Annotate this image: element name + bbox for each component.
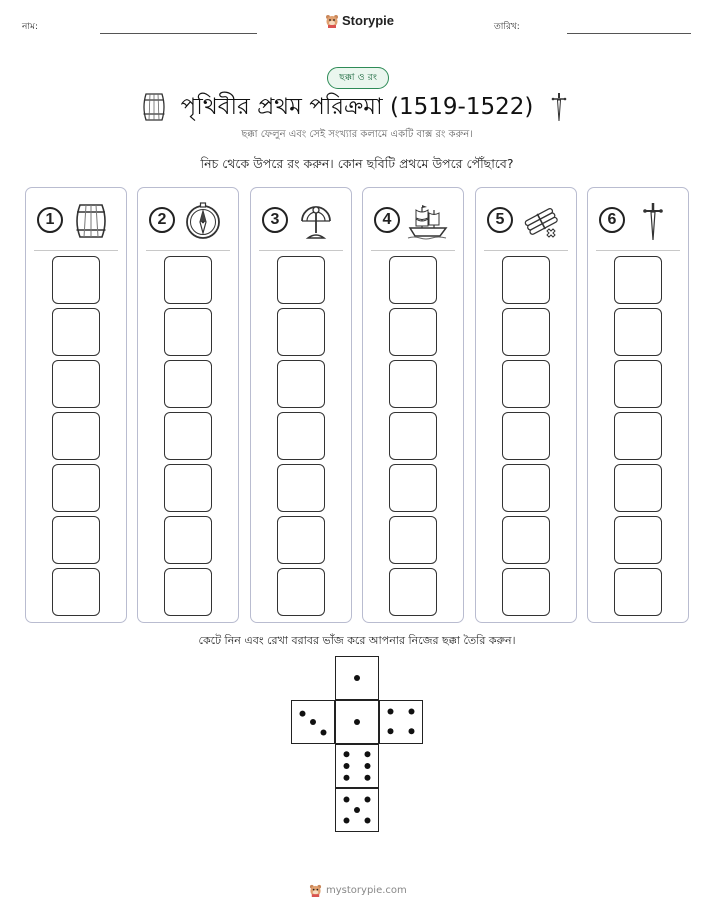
- die-face-bottom: [335, 788, 379, 832]
- color-box[interactable]: [502, 516, 550, 564]
- column-number: 1: [37, 207, 63, 233]
- die-pip: [310, 719, 316, 725]
- die-pip: [344, 751, 350, 757]
- color-box[interactable]: [389, 308, 437, 356]
- column-number: 3: [262, 207, 288, 233]
- color-box[interactable]: [277, 256, 325, 304]
- die-pip: [344, 763, 350, 769]
- color-box[interactable]: [164, 256, 212, 304]
- die-face-top: [335, 656, 379, 700]
- page-title: পৃথিবীর প্রথম পরিক্রমা (1519-1522): [180, 94, 534, 120]
- color-box[interactable]: [52, 516, 100, 564]
- color-boxes: [277, 256, 325, 620]
- color-box[interactable]: [52, 256, 100, 304]
- color-box[interactable]: [164, 360, 212, 408]
- color-box[interactable]: [502, 568, 550, 616]
- compass-icon: [183, 201, 223, 241]
- column-number: 5: [487, 207, 513, 233]
- die-pips: [380, 701, 422, 743]
- barrel-icon: [71, 201, 111, 241]
- die-pips: [292, 701, 334, 743]
- color-box[interactable]: [502, 256, 550, 304]
- color-box[interactable]: [52, 412, 100, 460]
- color-box[interactable]: [164, 568, 212, 616]
- color-box[interactable]: [52, 308, 100, 356]
- die-pip: [365, 775, 371, 781]
- color-box[interactable]: [389, 516, 437, 564]
- die-pip: [354, 719, 360, 725]
- color-box[interactable]: [614, 412, 662, 460]
- color-boxes: [502, 256, 550, 620]
- die-pip: [344, 818, 350, 824]
- die-pips: [336, 789, 378, 831]
- column-divider: [34, 250, 118, 251]
- die-pip: [344, 775, 350, 781]
- die-pips: [336, 701, 378, 743]
- die-pip: [354, 807, 360, 813]
- die-face-right: [379, 700, 423, 744]
- color-box[interactable]: [277, 360, 325, 408]
- column-number: 4: [374, 207, 400, 233]
- brand-name: Storypie: [342, 13, 395, 28]
- name-line: [100, 33, 257, 34]
- sword-icon: [633, 201, 673, 241]
- subtitle: ছক্কা ফেলুন এবং সেই সংখ্যার কলামে একটি বাক্স রং করুন।: [241, 129, 473, 140]
- footer-url: mystorypie.com: [326, 885, 407, 896]
- die-pip: [409, 709, 415, 715]
- die-face-lower: [335, 744, 379, 788]
- name-label: নাম:: [22, 22, 39, 32]
- column-1: [25, 187, 127, 623]
- die-pip: [388, 728, 394, 734]
- color-box[interactable]: [52, 360, 100, 408]
- color-box[interactable]: [389, 360, 437, 408]
- color-box[interactable]: [614, 516, 662, 564]
- die-pip: [354, 675, 360, 681]
- color-box[interactable]: [52, 568, 100, 616]
- color-boxes: [52, 256, 100, 620]
- color-box[interactable]: [614, 568, 662, 616]
- color-box[interactable]: [277, 568, 325, 616]
- column-divider: [596, 250, 680, 251]
- astrolabe-icon: [296, 201, 336, 241]
- column-6: [587, 187, 689, 623]
- die-pips: [336, 745, 378, 787]
- date-label: তারিখ:: [494, 22, 520, 32]
- column-3: [250, 187, 352, 623]
- die-pip: [365, 763, 371, 769]
- color-box[interactable]: [389, 568, 437, 616]
- column-4: [362, 187, 464, 623]
- die-face-left: [291, 700, 335, 744]
- die-pip: [365, 818, 371, 824]
- die-pip: [365, 751, 371, 757]
- die-pip: [321, 730, 327, 736]
- cut-instruction: কেটে নিন এবং রেখা বরাবর ভাঁজ করে আপনার নিজের ছক্কা তৈরি করুন।: [198, 634, 516, 647]
- sword-icon: [550, 92, 568, 122]
- die-pip: [388, 709, 394, 715]
- color-boxes: [164, 256, 212, 620]
- die-pip: [409, 728, 415, 734]
- color-box[interactable]: [614, 308, 662, 356]
- color-box[interactable]: [277, 516, 325, 564]
- die-pip: [365, 797, 371, 803]
- color-box[interactable]: [277, 412, 325, 460]
- color-box[interactable]: [614, 464, 662, 512]
- color-boxes: [614, 256, 662, 620]
- color-box[interactable]: [277, 464, 325, 512]
- spice-bundle-icon: [521, 201, 561, 241]
- color-box[interactable]: [614, 360, 662, 408]
- color-box[interactable]: [502, 360, 550, 408]
- color-box[interactable]: [52, 464, 100, 512]
- color-box[interactable]: [164, 464, 212, 512]
- column-divider: [146, 250, 230, 251]
- color-box[interactable]: [164, 516, 212, 564]
- storypie-mascot-icon: [325, 14, 339, 28]
- column-5: [475, 187, 577, 623]
- color-box[interactable]: [389, 464, 437, 512]
- column-number: 2: [149, 207, 175, 233]
- column-divider: [371, 250, 455, 251]
- ship-icon: [406, 201, 450, 241]
- date-line: [567, 33, 691, 34]
- color-boxes: [389, 256, 437, 620]
- color-box[interactable]: [389, 412, 437, 460]
- color-box[interactable]: [502, 308, 550, 356]
- color-box[interactable]: [164, 308, 212, 356]
- color-box[interactable]: [502, 412, 550, 460]
- color-box[interactable]: [389, 256, 437, 304]
- activity-badge: ছক্কা ও রং: [327, 67, 389, 89]
- column-divider: [259, 250, 343, 251]
- die-pips: [336, 657, 378, 699]
- instruction-text: নিচ থেকে উপরে রং করুন। কোন ছবিটি প্রথমে উপরে পৌঁছাবে?: [200, 156, 514, 171]
- die-pip: [344, 797, 350, 803]
- brand-logo: [325, 13, 394, 28]
- die-pip: [300, 711, 306, 717]
- column-number: 6: [599, 207, 625, 233]
- color-box[interactable]: [614, 256, 662, 304]
- column-2: [137, 187, 239, 623]
- storypie-mascot-icon: [309, 884, 322, 897]
- color-box[interactable]: [277, 308, 325, 356]
- color-box[interactable]: [502, 464, 550, 512]
- footer: [309, 884, 407, 897]
- column-divider: [484, 250, 568, 251]
- color-box[interactable]: [164, 412, 212, 460]
- die-face-center: [335, 700, 379, 744]
